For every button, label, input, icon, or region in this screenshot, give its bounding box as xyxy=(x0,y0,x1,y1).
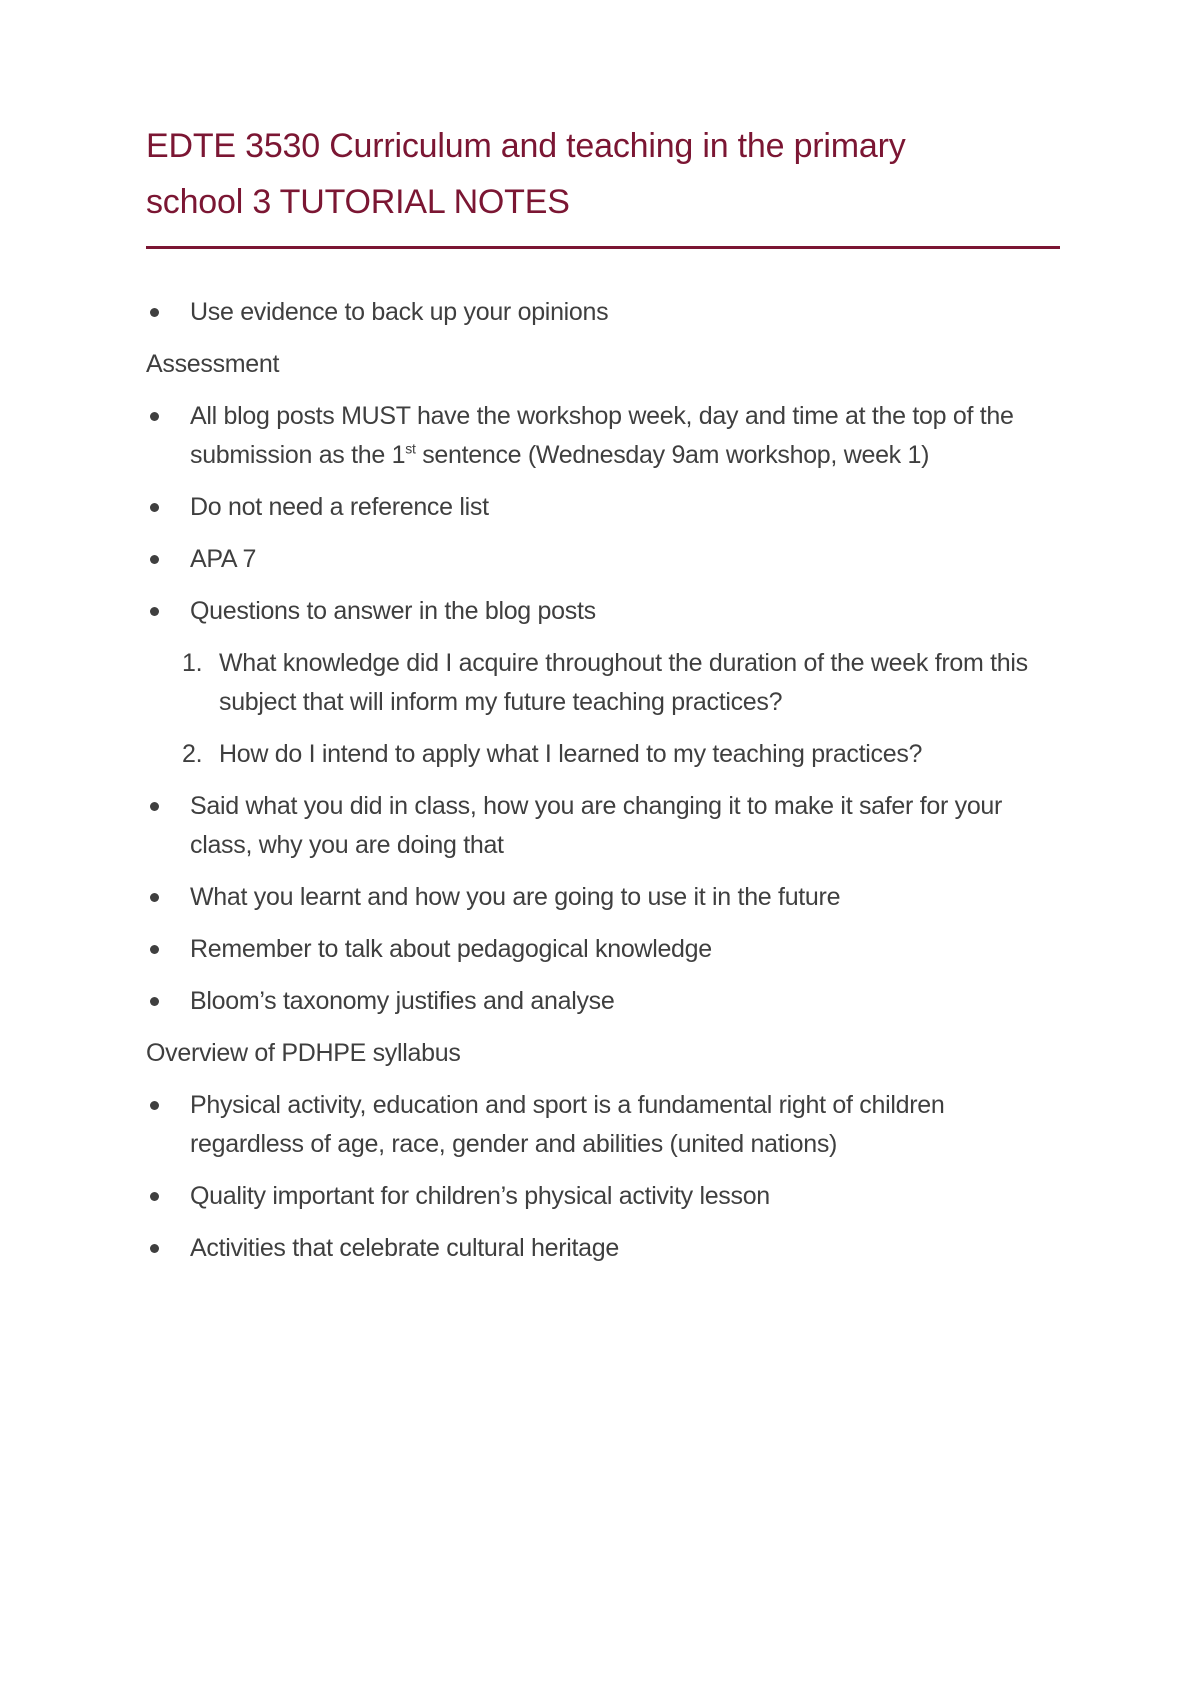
list-item xyxy=(146,1229,1060,1268)
assessment-list-continued xyxy=(146,787,1060,1021)
list-item-text: Said what you did in class, how you are changing it to make it safer for your class, why you are doing that xyxy=(190,792,1003,859)
title-divider xyxy=(146,246,1060,249)
document-page xyxy=(146,118,1060,1281)
bullet-icon xyxy=(150,1101,159,1110)
list-item xyxy=(146,1086,1060,1164)
list-item-text: What you learnt and how you are going to use it in the future xyxy=(190,883,841,911)
section-heading-assessment: Assessment xyxy=(146,350,280,378)
pdhpe-list xyxy=(146,1086,1060,1268)
title-line-1: EDTE 3530 Curriculum and teaching in the primary xyxy=(146,127,906,165)
document-title xyxy=(146,118,1060,230)
bullet-icon xyxy=(150,607,159,616)
numbered-item xyxy=(146,644,1060,722)
list-item xyxy=(146,540,1060,579)
numbered-item xyxy=(146,735,1060,774)
item-number: 2. xyxy=(182,740,203,768)
list-item xyxy=(146,1177,1060,1216)
list-item xyxy=(146,397,1060,475)
list-item-text: Use evidence to back up your opinions xyxy=(190,298,609,326)
list-item xyxy=(146,488,1060,527)
title-line-2: school 3 TUTORIAL NOTES xyxy=(146,183,570,221)
list-item xyxy=(146,787,1060,865)
bullet-icon xyxy=(150,308,159,317)
numbered-item-text: How do I intend to apply what I learned to my teaching practices? xyxy=(219,740,923,768)
bullet-icon xyxy=(150,997,159,1006)
document-body xyxy=(146,293,1060,1268)
assessment-list xyxy=(146,397,1060,631)
section-heading-pdhpe: Overview of PDHPE syllabus xyxy=(146,1039,461,1067)
list-item-text: Remember to talk about pedagogical knowledge xyxy=(190,935,712,963)
list-item-text: APA 7 xyxy=(190,545,257,573)
list-item-text: All blog posts MUST have the workshop week, day and time at the top of the submission as the 1 xyxy=(190,402,1014,469)
superscript: st xyxy=(405,440,416,457)
list-item-text: Do not need a reference list xyxy=(190,493,489,521)
bullet-icon xyxy=(150,945,159,954)
list-item-text: Bloom’s taxonomy justifies and analyse xyxy=(190,987,615,1015)
list-item-text: sentence (Wednesday 9am workshop, week 1) xyxy=(415,441,930,469)
list-item-text: Quality important for children’s physical activity lesson xyxy=(190,1182,770,1210)
numbered-item-text: What knowledge did I acquire throughout the duration of the week from this subject that will inform my future teaching practices? xyxy=(219,649,1028,716)
list-item xyxy=(146,293,1060,332)
list-item xyxy=(146,878,1060,917)
list-item-text: Activities that celebrate cultural heritage xyxy=(190,1234,619,1262)
bullet-icon xyxy=(150,412,159,421)
item-number: 1. xyxy=(182,649,203,677)
bullet-icon xyxy=(150,555,159,564)
bullet-icon xyxy=(150,802,159,811)
list-item-text: Physical activity, education and sport is a fundamental right of children regardless of age, race, gender and abilities (united nations) xyxy=(190,1091,945,1158)
bullet-icon xyxy=(150,503,159,512)
list-item xyxy=(146,930,1060,969)
bullet-icon xyxy=(150,1244,159,1253)
list-item-text: Questions to answer in the blog posts xyxy=(190,597,596,625)
list-item xyxy=(146,592,1060,631)
intro-list xyxy=(146,293,1060,332)
bullet-icon xyxy=(150,1192,159,1201)
bullet-icon xyxy=(150,893,159,902)
blog-questions-list xyxy=(146,644,1060,774)
list-item xyxy=(146,982,1060,1021)
